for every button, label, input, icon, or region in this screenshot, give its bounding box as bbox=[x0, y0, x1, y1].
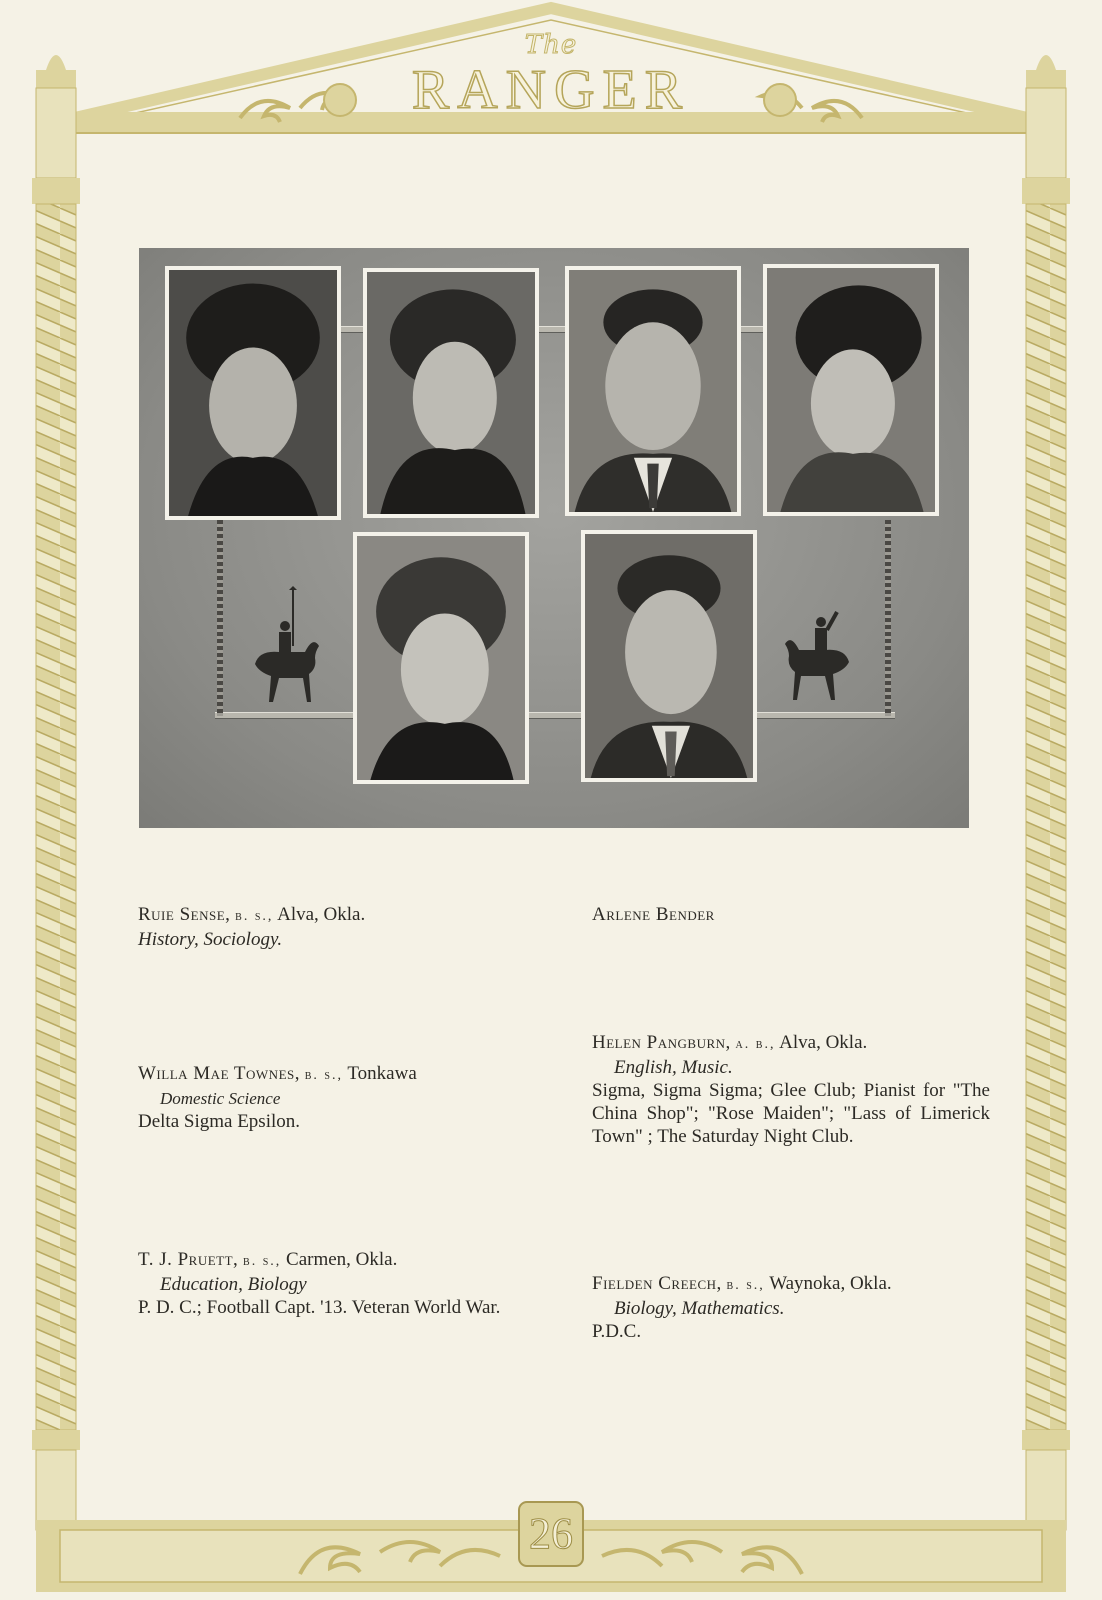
student-name: Arlene Bender bbox=[592, 904, 715, 925]
entry-heading bbox=[138, 1062, 558, 1087]
twisted-post bbox=[217, 520, 223, 716]
page-number: 26 bbox=[529, 1509, 573, 1558]
fields-of-study: History, Sociology. bbox=[138, 929, 283, 950]
entry-willa-mae-townes bbox=[138, 1062, 558, 1133]
portrait-helen-pangburn bbox=[353, 532, 529, 784]
student-name: Willa Mae Townes, bbox=[138, 1063, 300, 1084]
student-name: T. J. Pruett, bbox=[138, 1249, 239, 1270]
activities: P.D.C. bbox=[592, 1321, 642, 1342]
fields-of-study: Education, Biology bbox=[160, 1274, 307, 1295]
portrait-willa-mae-townes bbox=[363, 268, 539, 518]
portrait-ruie-sense bbox=[165, 266, 341, 520]
degree: b. s., bbox=[304, 1068, 343, 1083]
fields-of-study: Biology, Mathematics. bbox=[614, 1298, 785, 1319]
knight-silhouette-left bbox=[247, 586, 323, 706]
entry-fielden-creech bbox=[592, 1272, 992, 1343]
portrait-fielden-creech bbox=[581, 530, 757, 782]
header-the: The bbox=[524, 30, 578, 60]
student-name: Ruie Sense, bbox=[138, 904, 231, 925]
degree: a. b., bbox=[735, 1037, 776, 1052]
portrait-t-j-pruett bbox=[565, 266, 741, 516]
entry-ruie-sense bbox=[138, 903, 538, 951]
degree: b. s., bbox=[235, 909, 274, 924]
student-name: Fielden Creech, bbox=[592, 1273, 722, 1294]
connector-bar bbox=[527, 712, 587, 719]
portrait-plate bbox=[139, 248, 969, 828]
entry-arlene-bender bbox=[592, 903, 992, 926]
portrait-arlene-bender bbox=[763, 264, 939, 516]
entry-heading bbox=[592, 1031, 990, 1056]
connector-bar bbox=[215, 712, 355, 719]
hometown: Tonkawa bbox=[347, 1063, 417, 1084]
activities: Delta Sigma Epsilon. bbox=[138, 1111, 301, 1132]
degree: b. s., bbox=[726, 1278, 765, 1293]
knight-silhouette-right bbox=[781, 600, 857, 720]
fields-of-study: English, Music. bbox=[614, 1057, 733, 1078]
entry-heading bbox=[592, 1272, 992, 1297]
entry-heading bbox=[138, 1248, 534, 1273]
hometown: Alva, Okla. bbox=[277, 904, 366, 925]
entry-t-j-pruett bbox=[138, 1248, 534, 1319]
entry-helen-pangburn bbox=[592, 1031, 990, 1148]
hometown: Carmen, Okla. bbox=[286, 1249, 398, 1270]
hometown: Alva, Okla. bbox=[779, 1032, 868, 1053]
fields-of-study: Domestic Science bbox=[160, 1089, 281, 1108]
activities: P. D. C.; Football Capt. '13. Veteran World War. bbox=[138, 1297, 501, 1318]
twisted-post bbox=[885, 520, 891, 716]
activities: Sigma, Sigma Sigma; Glee Club; Pianist for "The China Shop"; "Rose Maiden"; "Lass of Limerick Town" ; The Saturday Night Club. bbox=[592, 1080, 990, 1147]
hometown: Waynoka, Okla. bbox=[769, 1273, 892, 1294]
degree: b. s., bbox=[243, 1254, 282, 1269]
entry-heading bbox=[138, 903, 538, 928]
student-name: Helen Pangburn, bbox=[592, 1032, 731, 1053]
header-title: RANGER bbox=[411, 59, 691, 121]
